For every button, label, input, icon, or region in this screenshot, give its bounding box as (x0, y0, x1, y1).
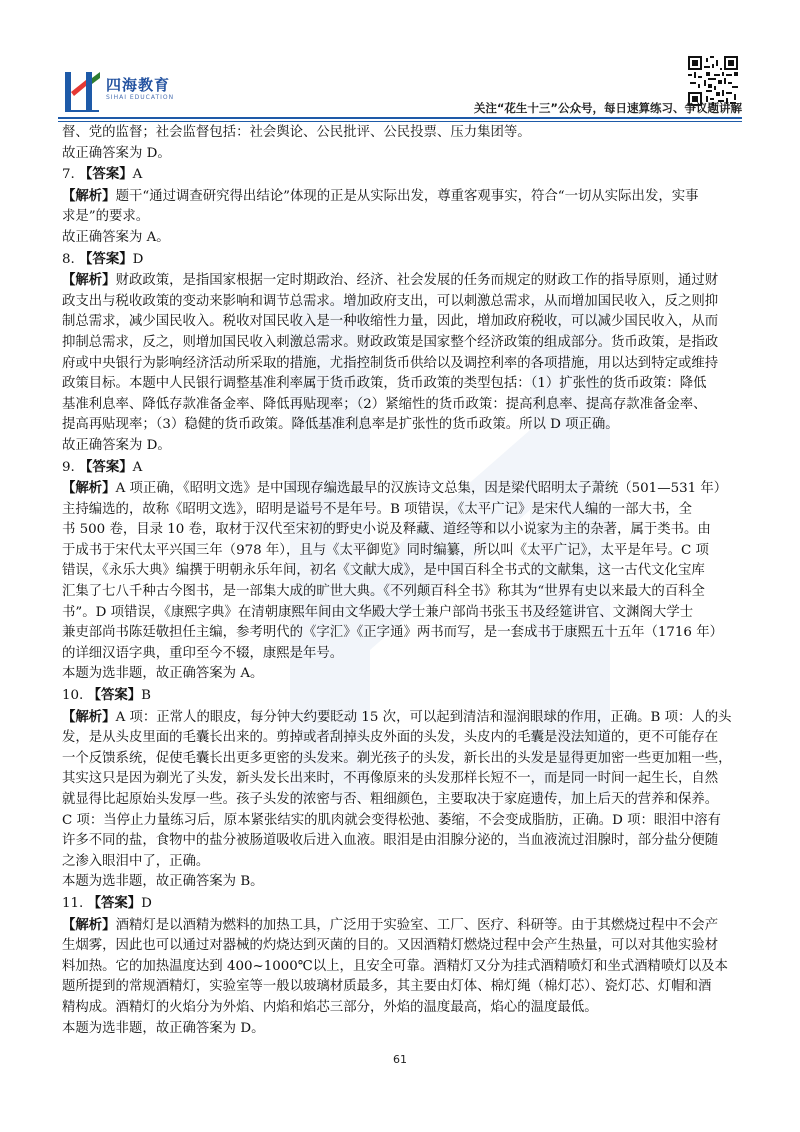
header-rule (58, 117, 742, 119)
text-line: 其实这只是因为剃光了头发，新头发长出来时，不再像原来的头发那样长短不一，而是同一时间一起生长，自然 (62, 771, 719, 787)
text-line: 兼吏部尚书陈廷敬担任主编，参考明代的《字汇》《正字通》两书而写，是一套成书于康熙五十五年（1716 年） (62, 625, 723, 641)
text-line: 的详细汉语字典，重印至今不辍，康熙是年号。 (62, 645, 344, 661)
text-line: 基准利息率、降低存款准备金率、降低再贴现率；（2）紧缩性的货币政策：提高利息率、提高存款准备金率、 (62, 396, 707, 412)
text-line: 书 500 卷，目录 10 卷，取材于汉代至宋初的野史小说及释藏、道经等和以小说家为主的杂著，属于类书。由 (62, 522, 711, 538)
text-line: 错误，《永乐大典》编撰于明朝永乐年间，初名《文献大成》，是中国百科全书式的文献集，这一古代文化宝库 (62, 563, 705, 579)
header-rule-thin (58, 121, 742, 122)
text-line: 故正确答案为 A。 (62, 229, 170, 245)
section-marker: 【解析】 (62, 480, 116, 497)
logo-mark-icon (62, 70, 104, 114)
section-marker: 【解析】 (62, 272, 116, 289)
page-header (0, 0, 800, 118)
section-marker: 【答案】 (87, 687, 142, 704)
text-line: 本题为选非题，故正确答案为 D。 (62, 1020, 265, 1036)
text-line: 精构成。酒精灯的火焰分为外焰、内焰和焰芯三部分，外焰的温度最高，焰心的温度最低。 (62, 999, 598, 1015)
text-line: 料加热。它的加热温度达到 400~1000℃以上，且安全可靠。酒精灯又分为挂式酒精喷灯和坐式酒精喷灯以及本 (62, 958, 728, 974)
logo-text: 四海教育 (106, 76, 171, 94)
text-line: 汇集了七八千种古今图书，是一部集大成的旷世大典。《不列颠百科全书》称其为“世界有史以来最大的百科全 (62, 584, 705, 600)
text-line: 7. 【答案】A (62, 166, 143, 183)
text-line: 【解析】题干“通过调查研究得出结论”体现的正是从实际出发，尊重客观事实，符合“一切从实际出发，实事 (62, 187, 699, 204)
logo-subtitle: SIHAI EDUCATION (106, 94, 175, 101)
text-line: 题所提到的常规酒精灯，实验室等一般以玻璃材质最多，其主要由灯体、棉灯绳（棉灯芯）、瓷灯芯、灯帽和酒 (62, 979, 712, 995)
text-line: 【解析】A 项正确，《昭明文选》是中国现存编选最早的汉族诗文总集，因是梁代昭明太子萧统（501—531 年） (62, 480, 728, 497)
text-line: 一个反馈系统，促使毛囊长出更多更密的头发来。剃光孩子的头发，新长出的头发是显得更加密一些更加粗一些， (62, 750, 732, 766)
answer-explanations (62, 123, 740, 1039)
sihai-logo (62, 70, 182, 114)
text-line: 书”。D 项错误，《康熙字典》在清朝康熙年间由文华殿大学士兼户部尚书张玉书及经筵讲官、文渊阁大学士 (62, 604, 694, 620)
text-line: 【解析】A 项：正常人的眼皮，每分钟大约要眨动 15 次，可以起到清洁和湿润眼球的作用，正确。B 项：人的头 (62, 708, 732, 725)
text-line: 求是”的要求。 (62, 209, 150, 225)
text-line: 督、党的监督；社会监督包括：社会舆论、公民批评、公民投票、压力集团等。 (62, 125, 531, 140)
text-line: 本题为选非题，故正确答案为 A。 (62, 666, 264, 682)
section-marker: 【解析】 (62, 187, 116, 204)
text-line: 政支出与税收政策的变动来影响和调节总需求。增加政府支出，可以刺激总需求，从而增加国民收入，反之则抑 (62, 293, 719, 309)
text-line: 本题为选非题，故正确答案为 B。 (62, 874, 264, 890)
text-line: 发，是从头皮里面的毛囊长出来的。剪掉或者刮掉头皮外面的头发，头皮内的毛囊是没法知道的，更不可能存在 (62, 730, 719, 746)
section-marker: 【解析】 (62, 708, 116, 725)
section-marker: 【答案】 (79, 458, 133, 475)
text-line: 故正确答案为 D。 (62, 145, 171, 161)
text-line: 10. 【答案】B (62, 687, 151, 704)
text-line: 8. 【答案】D (62, 250, 144, 267)
text-line: 于成书于宋代太平兴国三年（978 年），且与《太平御览》同时编纂，所以叫《太平广记》，太平是年号。C 项 (62, 542, 709, 558)
text-line: 制总需求，减少国民收入。税收对国民收入是一种收缩性力量，因此，增加政府税收，可以减少国民收入，从而 (62, 314, 719, 330)
text-line: 11. 【答案】D (62, 894, 152, 911)
text-line: C 项：当停止力量练习后，原本紧张结实的肌肉就会变得松弛、萎缩，不会变成脂肪，正确。D 项：眼泪中溶有 (62, 812, 721, 828)
text-line: 府或中央银行为影响经济活动所采取的措施，尤指控制货币供给以及调控利率的各项措施，用以达到特定或维持 (62, 355, 719, 371)
section-marker: 【答案】 (79, 166, 133, 183)
text-line: 【解析】酒精灯是以酒精为燃料的加热工具，广泛用于实验室、工厂、医疗、科研等。由于其燃烧过程中不会产 (62, 916, 719, 933)
text-line: 之渗入眼泪中了，正确。 (62, 853, 210, 869)
text-line: 政策目标。本题中人民银行调整基准利率属于货币政策，货币政策的类型包括：（1）扩张性的货币政策：降低 (62, 376, 707, 392)
text-line: 主持编选的，故称《昭明文选》，昭明是谥号不是年号。B 项错误，《太平广记》是宋代人编的一部大书，全 (62, 501, 693, 517)
section-marker: 【答案】 (87, 894, 142, 911)
page-number: 61 (393, 1053, 407, 1066)
text-line: 9. 【答案】A (62, 458, 143, 475)
text-line: 【解析】财政政策，是指国家根据一定时期政治、经济、社会发展的任务而规定的财政工作的指导原则，通过财 (62, 272, 719, 289)
header-tagline: 关注“花生十三”公众号，每日速算练习、争议题讲解 (473, 101, 742, 115)
text-line: 故正确答案为 D。 (62, 437, 171, 453)
text-line: 许多不同的盐，食物中的盐分被肠道吸收后进入血液。眼泪是由泪腺分泌的，当血液流过泪腺时，部分盐分便随 (62, 833, 719, 849)
text-line: 就显得比起原始头发厚一些。孩子头发的浓密与否、粗细颜色，主要取决于家庭遗传，加上后天的营养和保养。 (62, 792, 719, 807)
text-line: 生烟雾，因此也可以通过对器械的灼烧达到灭菌的目的。又因酒精灯燃烧过程中会产生热量，可以对其他实验材 (62, 938, 719, 954)
section-marker: 【答案】 (79, 250, 133, 267)
text-line: 提高再贴现率；（3）稳健的货币政策。降低基准利息率是扩张性的货币政策。所以 D 项正确。 (62, 417, 619, 433)
section-marker: 【解析】 (62, 916, 116, 933)
text-line: 抑制总需求，反之，则增加国民收入刺激总需求。财政政策是国家整个经济政策的组成部分。货币政策，是指政 (62, 334, 719, 350)
qr-code-icon (688, 56, 738, 106)
